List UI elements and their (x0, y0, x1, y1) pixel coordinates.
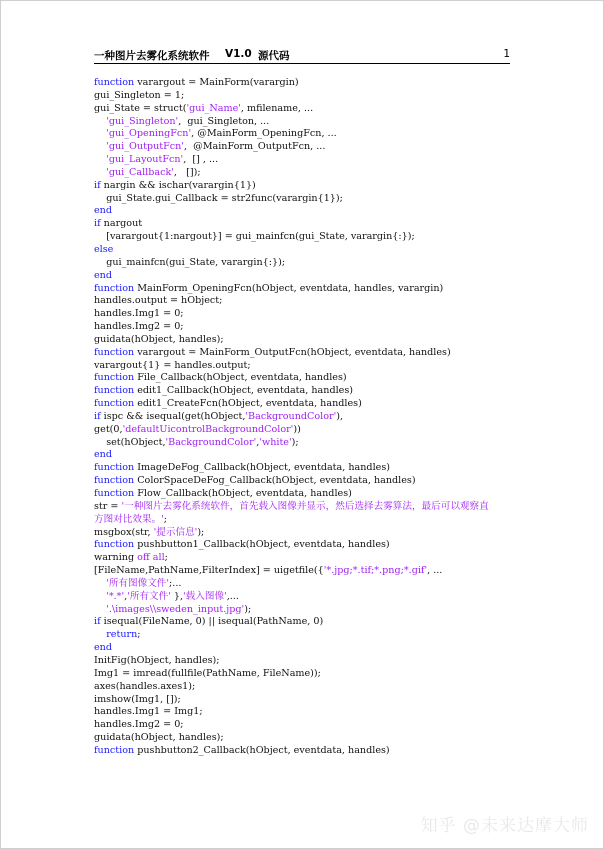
code-text: , [] , ... (183, 154, 219, 166)
page-header (94, 47, 510, 64)
code-line (94, 167, 524, 180)
code-line (94, 539, 524, 552)
code-string: '提示信息' (153, 526, 198, 538)
code-keyword: function (94, 77, 135, 88)
code-text: gui_Singleton = 1; (94, 89, 185, 101)
code-string: 'white' (259, 436, 292, 448)
code-line (94, 231, 524, 244)
code-text: nargin && ischar(varargin{1}) (100, 179, 256, 191)
version-label: V1.0 (225, 48, 252, 60)
code-text: get(0, (94, 423, 123, 435)
code-line (94, 372, 524, 385)
code-line (94, 668, 524, 681)
code-line (94, 501, 524, 514)
code-line (94, 565, 524, 578)
document-title: 一种图片去雾化系统软件 (94, 50, 210, 62)
code-line (94, 411, 524, 424)
code-text: MainForm_OpeningFcn(hObject, eventdata, handles, varargin) (134, 282, 444, 294)
code-text (94, 154, 106, 165)
code-line (94, 128, 524, 141)
code-line (94, 681, 524, 694)
code-keyword: if (94, 410, 101, 422)
code-text: pushbutton1_Callback(hObject, eventdata, handles) (134, 539, 390, 551)
code-line (94, 449, 524, 462)
code-keyword: function (94, 282, 135, 294)
code-line (94, 77, 524, 90)
code-string: 'gui_Name' (186, 102, 241, 114)
code-text: }, (170, 590, 184, 602)
code-line (94, 218, 524, 231)
code-text: varargout = MainForm(varargin) (134, 77, 299, 88)
code-text: ispc && isequal(get(hObject, (100, 410, 246, 422)
code-text: str = (94, 500, 122, 512)
code-line (94, 205, 524, 218)
code-text: , mfilename, ... (240, 102, 314, 114)
code-string: '所有文件' (127, 590, 171, 602)
code-line (94, 732, 524, 745)
code-keyword: if (94, 218, 101, 230)
code-text: ); (244, 603, 252, 615)
code-keyword: end (94, 642, 112, 654)
code-line (94, 706, 524, 719)
code-text: handles.Img2 = 0; (94, 321, 184, 333)
code-line (94, 154, 524, 167)
code-string: 'defaultUicontrolBackgroundColor' (122, 423, 294, 435)
code-line (94, 719, 524, 732)
code-line (94, 257, 524, 270)
code-text: isequal(FileName, 0) || isequal(PathName, 0) (100, 616, 324, 628)
code-keyword: function (94, 398, 135, 410)
code-line (94, 347, 524, 360)
code-text: guidata(hObject, handles); (94, 732, 224, 744)
code-keyword: function (94, 744, 135, 756)
code-text: ,... (226, 590, 239, 602)
code-line (94, 193, 524, 206)
code-text: )) (293, 423, 301, 435)
code-line (94, 90, 524, 103)
code-keyword: function (94, 346, 135, 358)
code-line (94, 321, 524, 334)
code-text: axes(handles.axes1); (94, 680, 196, 692)
code-text: nargout (100, 218, 143, 230)
code-text (94, 128, 106, 139)
code-line (94, 462, 524, 475)
code-line (94, 578, 524, 591)
code-line (94, 527, 524, 540)
code-text (94, 167, 106, 178)
code-text: ); (291, 436, 299, 448)
code-line (94, 745, 524, 758)
code-line (94, 103, 524, 116)
code-keyword: function (94, 462, 135, 474)
code-line (94, 334, 524, 347)
code-text: , @MainForm_OpeningFcn, ... (191, 128, 337, 140)
code-line (94, 514, 524, 527)
code-string: '一种图片去雾化系统软件，首先载入图像并显示，然后选择去雾算法，最后可以观察直 (121, 500, 489, 512)
code-text: Img1 = imread(fullfile(PathName, FileName)); (94, 667, 321, 679)
code-text: guidata(hObject, handles); (94, 333, 224, 345)
code-text: ; (137, 629, 141, 641)
code-text: [FileName,PathName,FilterIndex] = uigetfile({ (94, 565, 324, 577)
code-keyword: function (94, 488, 135, 499)
code-line (94, 655, 524, 668)
code-string: 'gui_OutputFcn' (106, 141, 184, 153)
code-text: msgbox(str, (94, 526, 154, 538)
code-text: InitFig(hObject, handles); (94, 654, 220, 666)
code-keyword: end (94, 205, 112, 217)
code-line (94, 116, 524, 129)
code-text: , []); (173, 166, 201, 178)
code-line (94, 180, 524, 193)
code-string: 'gui_OpeningFcn' (106, 128, 192, 140)
code-line (94, 616, 524, 629)
code-string: 'BackgroundColor' (165, 436, 257, 448)
code-line (94, 398, 524, 411)
code-text: handles.Img2 = 0; (94, 719, 184, 731)
code-line (94, 629, 524, 642)
code-keyword: function (94, 385, 135, 397)
code-text: handles.Img1 = Img1; (94, 706, 203, 718)
code-string: '*.jpg;*.tif;*.png;*.gif' (323, 565, 428, 577)
code-text: warning (94, 552, 138, 564)
code-text: varargout = MainForm_OutputFcn(hObject, eventdata, handles) (134, 346, 451, 358)
code-text: ;... (169, 577, 182, 589)
code-text: , (256, 436, 260, 448)
code-line (94, 270, 524, 283)
code-text (94, 629, 106, 640)
code-text: edit1_Callback(hObject, eventdata, handles) (134, 385, 353, 397)
code-string: off all (137, 552, 165, 564)
code-text: ImageDeFog_Callback(hObject, eventdata, handles) (134, 462, 390, 474)
code-line (94, 295, 524, 308)
code-text: pushbutton2_Callback(hObject, eventdata, handles) (134, 744, 390, 756)
code-text: Flow_Callback(hObject, eventdata, handles) (134, 488, 352, 499)
code-string: 'gui_Callback' (106, 166, 174, 178)
code-text (94, 141, 106, 152)
code-text: , gui_Singleton, ... (178, 115, 270, 127)
code-string: 方图对比效果。' (94, 513, 164, 525)
code-keyword: else (94, 243, 114, 255)
code-text (94, 604, 106, 615)
code-string: '所有图像文件' (106, 577, 170, 589)
code-line (94, 475, 524, 488)
code-keyword: function (94, 372, 135, 384)
code-line (94, 488, 524, 501)
code-keyword: if (94, 616, 101, 628)
code-text: ); (197, 526, 205, 538)
code-text (94, 591, 106, 602)
code-text: varargout{1} = handles.output; (94, 359, 251, 371)
code-text: [varargout{1:nargout}] = gui_mainfcn(gui_State, varargin{:}); (94, 231, 415, 243)
code-text: handles.output = hObject; (94, 295, 223, 307)
code-string: 'BackgroundColor' (245, 410, 337, 422)
code-line (94, 424, 524, 437)
code-line (94, 141, 524, 154)
code-text: gui_State.gui_Callback = str2func(varargin{1}); (94, 192, 343, 204)
code-text: , (124, 590, 128, 602)
code-line (94, 360, 524, 373)
watermark: 知乎 @未来达摩大师 (420, 816, 589, 836)
code-text: ; (163, 513, 168, 525)
code-text: set(hObject, (94, 436, 166, 448)
code-text: ColorSpaceDeFog_Callback(hObject, eventdata, handles) (134, 475, 416, 487)
code-line (94, 244, 524, 257)
page-number: 1 (503, 48, 510, 60)
code-keyword: return (106, 629, 138, 641)
code-string: '*.*' (106, 590, 125, 602)
code-line (94, 385, 524, 398)
code-keyword: if (94, 179, 101, 191)
code-line (94, 642, 524, 655)
code-string: '载入图像' (183, 590, 227, 602)
code-line (94, 591, 524, 604)
code-keyword: function (94, 475, 135, 487)
code-text: handles.Img1 = 0; (94, 308, 184, 320)
code-string: '.\images\\sweden_input.jpg' (106, 603, 245, 615)
code-keyword: end (94, 269, 112, 281)
code-line (94, 308, 524, 321)
code-text: gui_State = struct( (94, 102, 187, 114)
code-text: imshow(Img1, []); (94, 693, 181, 705)
code-text: File_Callback(hObject, eventdata, handles) (134, 372, 347, 384)
code-text (94, 578, 106, 589)
code-text: gui_mainfcn(gui_State, varargin{:}); (94, 256, 286, 268)
code-text: ; (164, 552, 168, 564)
code-line (94, 552, 524, 565)
code-keyword: function (94, 539, 135, 551)
code-keyword: end (94, 449, 112, 461)
code-text: , ... (427, 565, 443, 577)
code-string: 'gui_LayoutFcn' (106, 154, 184, 166)
code-line (94, 283, 524, 296)
document-kind: 源代码 (258, 50, 290, 62)
code-string: 'gui_Singleton' (106, 115, 179, 127)
code-text: , @MainForm_OutputFcn, ... (183, 141, 326, 153)
code-line (94, 437, 524, 450)
code-text: edit1_CreateFcn(hObject, eventdata, handles) (134, 398, 362, 410)
code-line (94, 694, 524, 707)
code-line (94, 604, 524, 617)
code-text: ), (336, 410, 343, 422)
source-code-listing (94, 77, 524, 758)
code-text (94, 116, 106, 127)
